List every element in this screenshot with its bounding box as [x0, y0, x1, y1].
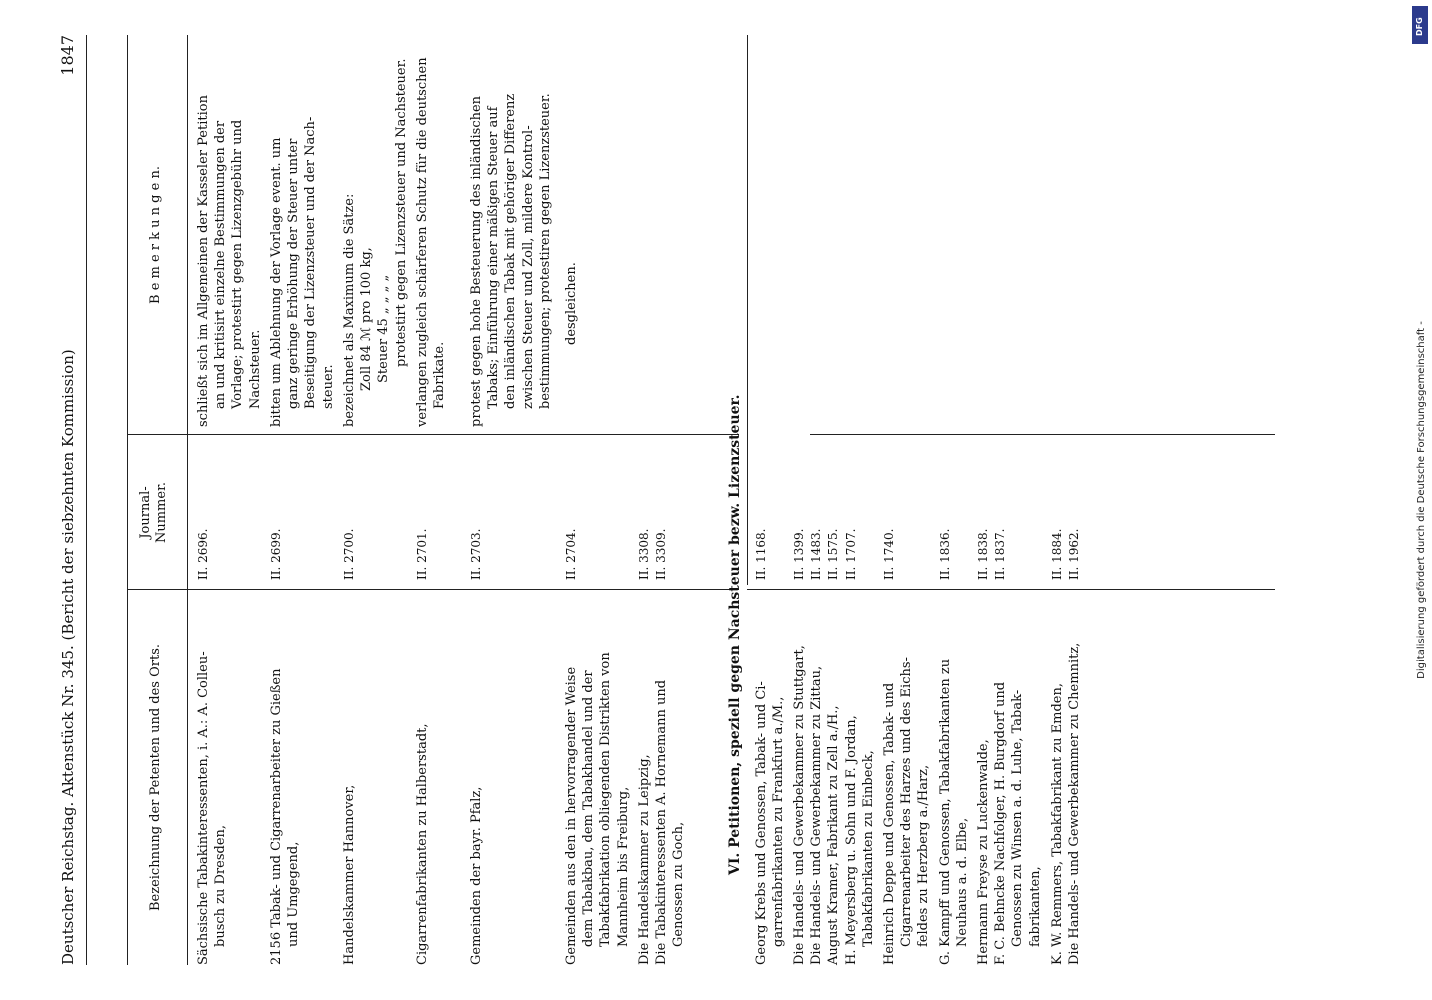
column-divider-right [127, 434, 739, 435]
section-divider-right [810, 434, 1275, 435]
table-row: Die Handelskammer zu Leipzig, Die Tabakinteressenten A. Hornemann und Genossen zu Goch, [637, 679, 687, 965]
header-rule [86, 35, 87, 965]
page-number: 1847 [58, 35, 77, 76]
remark-text: protest gegen hohe Besteuerung des inländischen Tabaks; Einführung einer mäßigen Steuer auf den inländischen Tabak mit gehöriger Differenz zwischen Steuer und Zoll, mildere Kontrol- bestimmungen; protestiren gegen Lizenzsteuer. [469, 93, 553, 427]
journal-number: II. 1836. [938, 528, 952, 580]
rotated-document-page [55, 35, 1275, 965]
journal-number: II. 2696. [196, 528, 210, 580]
digitization-note: Digitalisierung gefördert durch die Deutsche Forschungsgemeinschaft - [1416, 321, 1427, 679]
remark-text: verlangen zugleich schärferen Schutz für die deutschen Fabrikate. [415, 57, 448, 427]
table-row: 2156 Tabak- und Cigarrenarbeiter zu Gießen und Umgegend, [269, 668, 302, 965]
journal-number: II. 1884. II. 1962. [1050, 528, 1082, 580]
table-header-rule [187, 35, 188, 965]
journal-number: II. 3308. II. 3309. [637, 528, 669, 580]
journal-number: II. 2703. [469, 528, 483, 580]
journal-number: II. 1399. II. 1483. II. 1575. II. 1707. [792, 528, 858, 580]
journal-number: II. 2700. [342, 528, 356, 580]
column-header-petitioners: Bezeichnung der Petenten und des Orts. [148, 643, 163, 912]
remark-text: schließt sich im Allgemeinen der Kasseler Petition an und kritisirt einzelne Bestimmungen der Vorlage; protestirt gegen Lizenzgebühr und Nachsteuer. [196, 95, 263, 427]
section-divider-left [747, 589, 1275, 590]
section-rule [747, 35, 748, 585]
journal-number: II. 1838. II. 1837. [976, 528, 1008, 580]
table-row: Gemeinden der bayr. Pfalz, [469, 786, 484, 965]
table-row [195, 651, 229, 965]
column-header-journal: Journal- Nummer. [138, 482, 169, 544]
journal-number: II. 1740. [882, 528, 896, 580]
section-entry: Hermann Freyse zu Luckenwalde, F. C. Behncke Nachfolger, H. Burgdorf und Genossen zu Winsen a. d. Luhe, Tabak- fabrikanten, [976, 681, 1043, 965]
page-header: Deutscher Reichstag. Aktenstück Nr. 345. (Bericht der siebzehnten Kommission) [59, 349, 77, 965]
journal-number: II. 2704. [564, 528, 578, 580]
remark-text: desgleichen. [564, 262, 579, 345]
journal-number: II. 2701. [415, 528, 429, 580]
section-entry: Die Handels- und Gewerbekammer zu Stuttgart, Die Handels- und Gewerbekammer zu Zittau, August Kramer, Fabrikant zu Zell a./H., H. Meyersberg u. Sohn und F. Jordan, Tabakfabrikanten zu Einbeck, [792, 645, 876, 965]
section-entry: G. Kampff und Genossen, Tabakfabrikanten zu Neuhaus a. d. Elbe, [938, 658, 971, 965]
journal-number: II. 1168. [754, 528, 768, 580]
section-title: VI. Petitionen, speziell gegen Nachsteuer bezw. Lizenzsteuer. [727, 394, 743, 875]
remark-text: bezeichnet als Maximum die Sätze: Zoll 84 ℳ pro 100 kg, Steuer 45 „ „ „ „ protestirt gegen Lizenzsteuer und Nachsteuer. [342, 58, 409, 427]
section-entry: Georg Krebs und Genossen, Tabak- und Ci- garrenfabrikanten zu Frankfurt a./M., [754, 681, 787, 965]
journal-number: II. 2699. [269, 528, 283, 580]
petitioner-line: Sächsische Tabakinteressenten, i. A.: A. Colleu- [196, 651, 211, 965]
table-row: Cigarrenfabrikanten zu Halberstadt, [415, 723, 430, 965]
table-top-rule [127, 35, 128, 965]
section-entry: K. W. Remmers, Tabakfabrikant zu Emden, Die Handels- und Gewerbekammer zu Chemnitz, [1050, 642, 1083, 965]
remark-text: bitten um Ablehnung der Vorlage event. um ganz geringe Erhöhung der Steuer unter Beseitigung der Lizenzsteuer und der Nach- steuer. [269, 116, 336, 427]
column-header-remarks: B e m e r k u n g e n. [148, 166, 163, 304]
dfg-logo: DFG [1412, 6, 1428, 44]
column-divider-left [127, 589, 739, 590]
petitioner-line: busch zu Dresden, [213, 824, 229, 947]
table-row: Handelskammer Hannover, [342, 784, 357, 965]
table-row: Gemeinden aus den in hervorragender Weise dem Tabakbau, dem Tabakhandel und der Tabakfabrikation obliegenden Distrikten von Mannheim bis Freiburg, [564, 652, 631, 965]
section-entry: Heinrich Deppe und Genossen, Tabak- und Cigarrenarbeiter des Harzes und des Eichs- feldes zu Herzberg a./Harz, [882, 657, 932, 965]
